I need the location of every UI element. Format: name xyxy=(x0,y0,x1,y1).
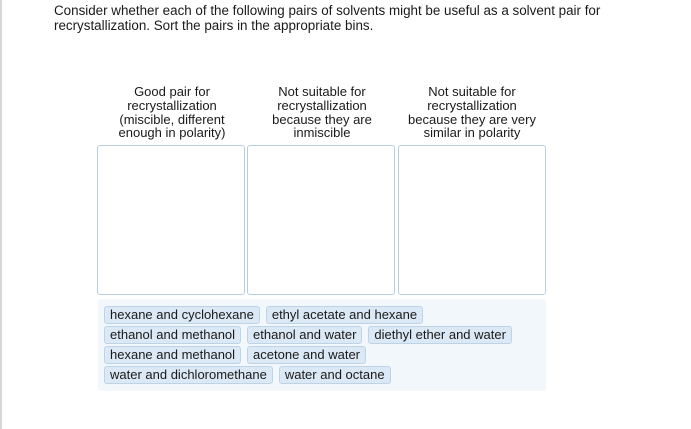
bin-header-line: Not suitable for xyxy=(428,84,516,99)
item-row xyxy=(104,326,512,344)
bin-header-similar-polarity xyxy=(398,85,546,140)
bin-header-line: because they are very xyxy=(408,111,536,127)
draggable-item[interactable]: hexane and methanol xyxy=(104,346,241,364)
question-prompt: Consider whether each of the following pairs of solvents might be useful as a solvent pair for recrystallization. Sort the pairs in the appropriate bins. xyxy=(54,3,601,33)
item-row xyxy=(104,366,391,384)
bin-header-line: Not suitable for xyxy=(278,84,366,99)
bin-header-line: enough in polarity) xyxy=(118,125,226,141)
draggable-item[interactable]: ethyl acetate and hexane xyxy=(266,306,423,324)
draggable-item[interactable]: water and dichloromethane xyxy=(104,366,273,384)
bin-header-line: (miscible, different xyxy=(119,111,225,127)
bin-good-pair-dropzone[interactable] xyxy=(97,145,245,295)
item-row xyxy=(104,346,366,364)
bin-header-line: similar in polarity xyxy=(423,125,521,141)
draggable-item[interactable]: ethanol and methanol xyxy=(104,326,241,344)
draggable-item[interactable]: diethyl ether and water xyxy=(368,326,512,344)
bin-header-line: inmiscible xyxy=(293,125,351,141)
bin-header-good-pair xyxy=(98,85,246,140)
bin-header-line: recrystallization xyxy=(277,97,367,113)
bin-header-line: recrystallization xyxy=(427,97,517,113)
bin-header-line: Good pair for xyxy=(134,84,210,99)
bin-header-line: recrystallization xyxy=(127,97,217,113)
item-row xyxy=(104,306,423,324)
bin-header-line: because they are xyxy=(272,111,372,127)
draggable-item[interactable]: hexane and cyclohexane xyxy=(104,306,260,324)
draggable-item[interactable]: acetone and water xyxy=(247,346,366,364)
bin-immiscible-dropzone[interactable] xyxy=(247,145,395,295)
draggable-item[interactable]: ethanol and water xyxy=(247,326,362,344)
bin-header-immiscible xyxy=(248,85,396,140)
bin-similar-polarity-dropzone[interactable] xyxy=(398,145,546,295)
draggable-item[interactable]: water and octane xyxy=(279,366,391,384)
left-divider xyxy=(0,0,2,429)
